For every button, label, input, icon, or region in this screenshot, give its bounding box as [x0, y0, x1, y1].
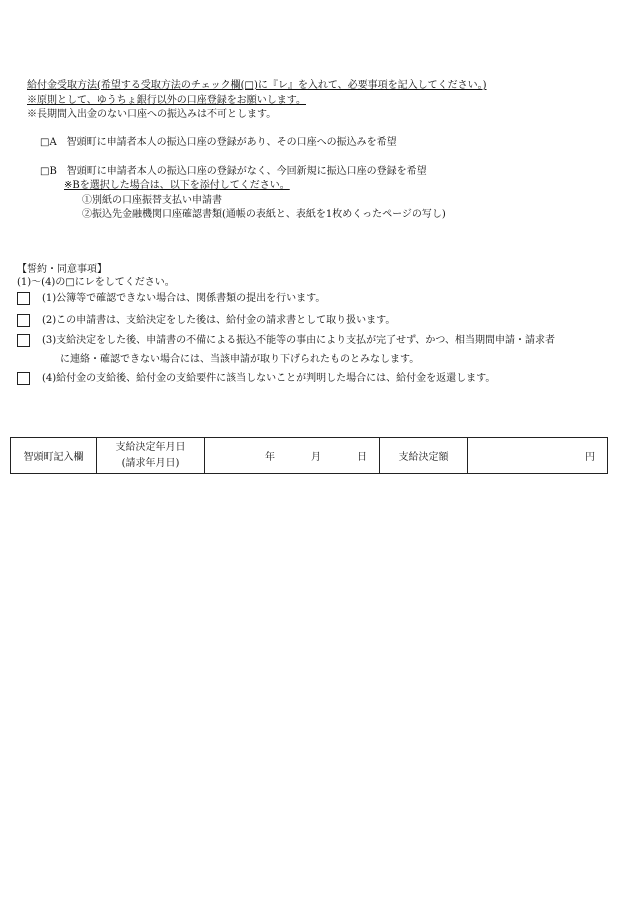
day-label: 日: [357, 452, 367, 463]
consent-item-3: (3)支給決定をした後、申請書の不備による振込不能等の事由により支払が完了せず、かつ、相当期間申請・請求者: [42, 335, 555, 346]
request-date-label: (請求年月日): [121, 457, 180, 469]
yen-label: 円: [585, 452, 595, 463]
office-use-label: 智頭町記入欄: [11, 438, 97, 473]
consent-instruction: (1)～(4)の□にレをしてください。: [17, 277, 175, 288]
consent-checkbox-4[interactable]: [17, 372, 30, 385]
month-label: 月: [311, 452, 321, 463]
consent-item-1: (1)公簿等で確認できない場合は、関係書類の提出を行います。: [42, 293, 326, 304]
decision-date-field[interactable]: [205, 438, 380, 473]
consent-title: 【誓約・同意事項】: [17, 264, 107, 275]
amount-field[interactable]: [468, 438, 607, 473]
consent-checkbox-3[interactable]: [17, 334, 30, 347]
option-b[interactable]: □B 智頭町に申請者本人の振込口座の登録がなく、今回新規に振込口座の登録を希望: [40, 166, 427, 177]
attachment-2: ②振込先金融機関口座確認書類(通帳の表紙と、表紙を1枚めくったページの写し): [82, 209, 446, 220]
payment-method-heading: 給付金受取方法(希望する受取方法のチェック欄(□)に『レ』を入れて、必要事項を記入してください。): [27, 80, 487, 91]
decision-date-label-cell: [97, 438, 205, 473]
office-use-table: [10, 437, 608, 474]
consent-item-3-continued: に連絡・確認できない場合には、当該申請が取り下げられたものとみなします。: [60, 354, 420, 365]
consent-checkbox-2[interactable]: [17, 314, 30, 327]
consent-item-2: (2)この申請書は、支給決定をした後は、給付金の請求書として取り扱います。: [42, 315, 396, 326]
option-a[interactable]: □A 智頭町に申請者本人の振込口座の登録があり、その口座への振込みを希望: [40, 137, 397, 148]
option-b-note: ※Bを選択した場合は、以下を添付してください。: [64, 180, 290, 191]
decision-date-label: 支給決定年月日: [115, 441, 186, 453]
attachment-1: ①別紙の口座振替支払い申請書: [82, 195, 222, 206]
note-long-term-account: ※長期間入出金のない口座への振込みは不可とします。: [27, 109, 277, 120]
year-label: 年: [265, 452, 275, 463]
note-yucho: ※原則として、ゆうちょ銀行以外の口座登録をお願いします。: [27, 95, 306, 106]
consent-item-4: (4)給付金の支給後、給付金の支給要件に該当しないことが判明した場合には、給付金を返還します。: [42, 373, 496, 384]
amount-label: 支給決定額: [380, 438, 468, 473]
consent-checkbox-1[interactable]: [17, 292, 30, 305]
